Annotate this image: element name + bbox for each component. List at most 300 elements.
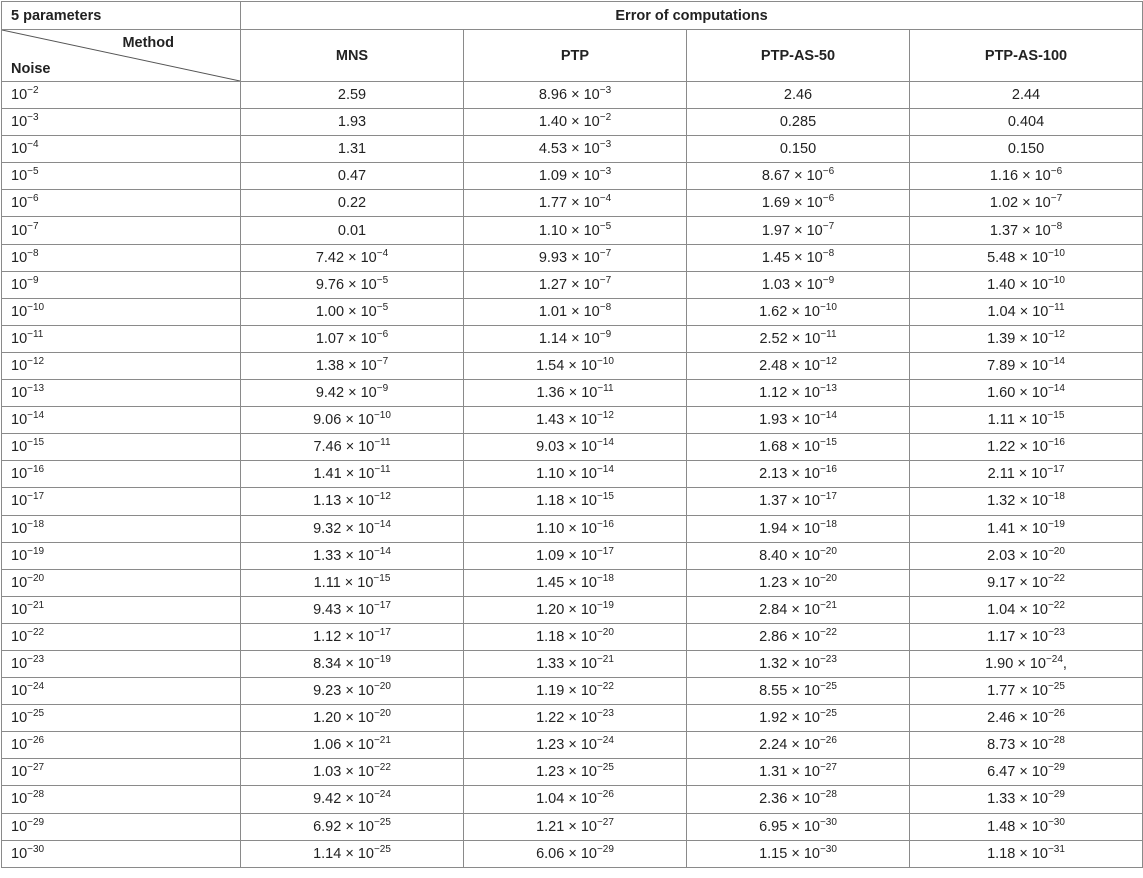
cell-mantissa: 9.06 (313, 412, 342, 429)
cell-ptp (464, 732, 687, 759)
cell-ptp-as-100 (910, 244, 1143, 271)
cell-times-ten: × 10 (790, 195, 823, 212)
cell-exponent: −18 (596, 572, 614, 584)
cell-exponent: −17 (819, 491, 837, 503)
table-row (2, 705, 1143, 732)
cell-suffix: , (1062, 656, 1067, 673)
cell-ptp-as-50 (687, 109, 910, 136)
cell-exponent: −18 (819, 518, 837, 530)
cell-mantissa: 4.53 (538, 141, 568, 158)
cell-mns (241, 813, 464, 840)
noise-exponent: −25 (27, 708, 45, 720)
cell-noise (2, 82, 241, 109)
cell-times-ten: × 10 (564, 520, 597, 537)
cell-mantissa: 1.09 (538, 168, 568, 185)
table-row (2, 271, 1143, 298)
table-row (2, 678, 1143, 705)
cell-mantissa: 1.12 (759, 385, 788, 402)
cell-exponent: −14 (596, 464, 614, 476)
cell-mantissa: 1.41 (313, 466, 342, 483)
cell-exponent: −14 (373, 545, 391, 557)
cell-mns (241, 109, 464, 136)
noise-exponent: −20 (27, 572, 45, 584)
cell-exponent: −19 (373, 654, 391, 666)
cell-ptp (464, 515, 687, 542)
cell-exponent: −16 (596, 518, 614, 530)
cell-ptp (464, 623, 687, 650)
cell-mantissa: 8.40 (759, 547, 788, 564)
cell-times-ten: × 10 (1015, 818, 1048, 835)
cell-ptp-as-100 (910, 705, 1143, 732)
cell-times-ten: × 10 (344, 276, 377, 293)
cell-times-ten: × 10 (344, 303, 377, 320)
cell-noise (2, 434, 241, 461)
cell-mns (241, 840, 464, 867)
cell-exponent: −6 (1050, 166, 1063, 178)
cell-times-ten: × 10 (1015, 710, 1048, 727)
noise-exponent: −29 (27, 816, 45, 828)
cell-ptp-as-50 (687, 325, 910, 352)
cell-mantissa: 1.14 (313, 845, 342, 862)
group-header: Error of computations (241, 2, 1143, 30)
cell-exponent: −30 (819, 816, 837, 828)
cell-mantissa: 1.39 (987, 330, 1016, 347)
cell-times-ten: × 10 (1015, 547, 1048, 564)
cell-mantissa: 7.46 (313, 439, 342, 456)
noise-base: 10 (11, 357, 28, 374)
cell-mantissa: 1.04 (536, 791, 565, 808)
cell-times-ten: × 10 (1015, 520, 1048, 537)
cell-exponent: −17 (373, 599, 391, 611)
cell-exponent: −14 (1047, 383, 1065, 395)
cell-ptp (464, 136, 687, 163)
cell-times-ten: × 10 (341, 764, 374, 781)
cell-exponent: −7 (599, 274, 612, 286)
cell-exponent: −8 (599, 301, 612, 313)
cell-mns (241, 434, 464, 461)
cell-exponent: −9 (822, 274, 835, 286)
cell-mantissa: 1.40 (538, 114, 568, 131)
cell-exponent: −11 (820, 328, 837, 340)
cell-mns (241, 569, 464, 596)
table-row (2, 109, 1143, 136)
cell-exponent: −24 (373, 789, 391, 801)
cell-mantissa: 1.37 (989, 222, 1019, 239)
cell-times-ten: × 10 (787, 385, 820, 402)
cell-exponent: −29 (1047, 762, 1065, 774)
cell-exponent: −2 (599, 112, 612, 124)
cell-noise (2, 678, 241, 705)
cell-mantissa: 1.10 (536, 466, 565, 483)
noise-exponent: −13 (27, 383, 45, 395)
cell-times-ten: × 10 (787, 439, 820, 456)
cell-mantissa: 1.45 (761, 249, 791, 266)
cell-times-ten: × 10 (564, 601, 597, 618)
cell-mns (241, 271, 464, 298)
cell-ptp-as-100 (910, 596, 1143, 623)
cell-exponent: −11 (597, 383, 614, 395)
table-row (2, 488, 1143, 515)
cell-mns (241, 461, 464, 488)
cell-mns (241, 244, 464, 271)
cell-times-ten: × 10 (564, 385, 598, 402)
noise-base: 10 (11, 276, 28, 293)
cell-ptp-as-100 (910, 623, 1143, 650)
cell-times-ten: × 10 (564, 764, 597, 781)
cell-noise (2, 407, 241, 434)
cell-mantissa: 1.68 (759, 439, 788, 456)
cell-mantissa: 6.95 (759, 818, 788, 835)
noise-exponent: −10 (27, 301, 45, 313)
cell-mantissa: 1.32 (987, 493, 1016, 510)
cell-times-ten: × 10 (787, 683, 820, 700)
cell-mantissa: 2.52 (759, 330, 788, 347)
cell-times-ten: × 10 (1018, 168, 1051, 185)
noise-exponent: −12 (27, 355, 45, 367)
cell-mantissa: 1.11 (313, 574, 341, 591)
cell-ptp (464, 840, 687, 867)
method-label: Method (122, 35, 174, 51)
cell-times-ten: × 10 (790, 276, 823, 293)
cell-noise (2, 705, 241, 732)
cell-mantissa: 1.18 (536, 628, 565, 645)
noise-base: 10 (11, 412, 28, 429)
cell-ptp-as-100 (910, 136, 1143, 163)
diagonal-header-cell (2, 30, 241, 82)
noise-base: 10 (11, 683, 28, 700)
cell-exponent: −3 (599, 85, 612, 97)
cell-mantissa: 1.77 (538, 195, 568, 212)
cell-ptp-as-100 (910, 325, 1143, 352)
cell-mantissa: 8.73 (987, 737, 1016, 754)
cell-times-ten: × 10 (1018, 222, 1051, 239)
cell-ptp-as-100 (910, 82, 1143, 109)
cell-exponent: −7 (822, 220, 835, 232)
cell-ptp-as-100 (910, 434, 1143, 461)
cell-noise (2, 813, 241, 840)
cell-exponent: −25 (373, 843, 391, 855)
cell-mantissa: 1.69 (761, 195, 791, 212)
cell-exponent: −30 (1047, 816, 1065, 828)
cell-mantissa: 1.13 (313, 493, 342, 510)
cell-noise (2, 732, 241, 759)
cell-ptp (464, 461, 687, 488)
results-table (1, 1, 1143, 868)
noise-base: 10 (11, 114, 28, 131)
cell-ptp-as-100 (910, 678, 1143, 705)
noise-exponent: −23 (27, 654, 45, 666)
cell-noise (2, 786, 241, 813)
cell-ptp-as-100 (910, 461, 1143, 488)
noise-exponent: −27 (27, 762, 45, 774)
cell-mantissa: 0.22 (337, 195, 367, 212)
cell-ptp-as-100 (910, 813, 1143, 840)
noise-base: 10 (11, 493, 28, 510)
cell-ptp (464, 488, 687, 515)
cell-exponent: −14 (596, 437, 614, 449)
cell-mns (241, 82, 464, 109)
cell-noise (2, 759, 241, 786)
table-row (2, 732, 1143, 759)
cell-ptp-as-100 (910, 298, 1143, 325)
cell-exponent: −29 (1047, 789, 1065, 801)
cell-times-ten: × 10 (567, 276, 600, 293)
cell-exponent: −25 (373, 816, 391, 828)
cell-mantissa: 1.93 (759, 412, 788, 429)
cell-ptp-as-50 (687, 650, 910, 677)
cell-ptp-as-50 (687, 82, 910, 109)
cell-mantissa: 1.60 (987, 385, 1016, 402)
cell-mns (241, 325, 464, 352)
cell-exponent: −26 (1047, 708, 1065, 720)
cell-exponent: −22 (596, 681, 614, 693)
cell-times-ten: × 10 (787, 656, 820, 673)
cell-mantissa: 1.90 (985, 656, 1014, 673)
cell-exponent: −23 (1047, 626, 1065, 638)
cell-exponent: −3 (599, 166, 612, 178)
cell-mantissa: 1.09 (536, 547, 565, 564)
cell-exponent: −25 (819, 708, 837, 720)
cell-mantissa: 1.94 (759, 520, 788, 537)
cell-exponent: −7 (1050, 193, 1063, 205)
cell-times-ten: × 10 (787, 818, 820, 835)
cell-exponent: −7 (599, 247, 612, 259)
cell-noise (2, 244, 241, 271)
cell-ptp (464, 380, 687, 407)
cell-mantissa: 1.37 (759, 493, 788, 510)
cell-times-ten: × 10 (787, 520, 820, 537)
cell-mantissa: 2.13 (759, 466, 788, 483)
cell-ptp (464, 244, 687, 271)
cell-exponent: −16 (819, 464, 837, 476)
cell-mns (241, 759, 464, 786)
cell-mns (241, 217, 464, 244)
cell-ptp-as-100 (910, 515, 1143, 542)
cell-ptp (464, 813, 687, 840)
cell-mantissa: 9.93 (538, 249, 568, 266)
cell-exponent: −21 (596, 654, 614, 666)
cell-exponent: −20 (373, 708, 391, 720)
cell-noise (2, 136, 241, 163)
cell-times-ten: × 10 (787, 710, 820, 727)
cell-noise (2, 109, 241, 136)
cell-ptp (464, 678, 687, 705)
cell-exponent: −10 (1047, 247, 1065, 259)
cell-mantissa: 2.48 (759, 357, 788, 374)
cell-mantissa: 2.44 (1011, 87, 1041, 104)
cell-mantissa: 1.10 (536, 520, 565, 537)
cell-exponent: −5 (376, 301, 389, 313)
cell-times-ten: × 10 (787, 601, 820, 618)
cell-times-ten: × 10 (340, 574, 374, 591)
cell-mantissa: 7.89 (987, 357, 1016, 374)
cell-exponent: −19 (596, 599, 614, 611)
cell-mantissa: 1.92 (759, 710, 788, 727)
noise-base: 10 (11, 87, 28, 104)
cell-ptp-as-100 (910, 732, 1143, 759)
cell-exponent: −10 (819, 301, 837, 313)
cell-mns (241, 488, 464, 515)
cell-exponent: −28 (1047, 735, 1065, 747)
cell-exponent: −11 (374, 437, 391, 449)
noise-base: 10 (11, 168, 28, 185)
cell-mantissa: 1.23 (536, 764, 565, 781)
cell-mantissa: 1.48 (987, 818, 1016, 835)
cell-ptp-as-50 (687, 136, 910, 163)
cell-exponent: −8 (1050, 220, 1063, 232)
cell-times-ten: × 10 (1015, 493, 1048, 510)
cell-mantissa: 0.47 (337, 168, 367, 185)
cell-mns (241, 623, 464, 650)
noise-base: 10 (11, 141, 28, 158)
cell-ptp (464, 786, 687, 813)
cell-mantissa: 8.55 (759, 683, 788, 700)
cell-times-ten: × 10 (567, 195, 600, 212)
cell-times-ten: × 10 (341, 683, 374, 700)
noise-base: 10 (11, 791, 28, 808)
cell-exponent: −14 (373, 518, 391, 530)
cell-ptp-as-50 (687, 678, 910, 705)
table-row (2, 82, 1143, 109)
cell-mantissa: 1.20 (313, 710, 342, 727)
cell-mantissa: 2.46 (783, 87, 813, 104)
cell-times-ten: × 10 (787, 628, 820, 645)
cell-mantissa: 5.48 (987, 249, 1016, 266)
noise-base: 10 (11, 845, 28, 862)
cell-mantissa: 1.11 (987, 412, 1015, 429)
cell-ptp-as-50 (687, 759, 910, 786)
cell-exponent: −11 (1048, 301, 1065, 313)
noise-exponent: −26 (27, 735, 45, 747)
cell-times-ten: × 10 (567, 114, 600, 131)
cell-mantissa: 2.86 (759, 628, 788, 645)
cell-mantissa: 1.06 (313, 737, 342, 754)
cell-exponent: −6 (822, 166, 835, 178)
cell-ptp-as-50 (687, 271, 910, 298)
cell-mantissa: 1.12 (313, 628, 342, 645)
cell-ptp (464, 190, 687, 217)
cell-exponent: −9 (376, 383, 389, 395)
cell-exponent: −25 (1047, 681, 1065, 693)
cell-exponent: −25 (596, 762, 614, 774)
cell-mantissa: 1.01 (538, 303, 568, 320)
cell-times-ten: × 10 (790, 168, 823, 185)
cell-mantissa: 1.04 (987, 601, 1016, 618)
cell-noise (2, 542, 241, 569)
table-row (2, 407, 1143, 434)
cell-ptp (464, 569, 687, 596)
cell-times-ten: × 10 (790, 222, 823, 239)
cell-ptp-as-50 (687, 786, 910, 813)
cell-mns (241, 650, 464, 677)
cell-mantissa: 1.18 (536, 493, 565, 510)
cell-exponent: −12 (1047, 328, 1065, 340)
cell-ptp-as-100 (910, 840, 1143, 867)
cell-times-ten: × 10 (341, 710, 374, 727)
noise-exponent: −18 (27, 518, 45, 530)
cell-times-ten: × 10 (787, 357, 820, 374)
cell-times-ten: × 10 (787, 493, 820, 510)
cell-exponent: −15 (819, 437, 837, 449)
cell-ptp-as-50 (687, 732, 910, 759)
cell-times-ten: × 10 (787, 412, 820, 429)
noise-label: Noise (11, 61, 51, 77)
cell-noise (2, 569, 241, 596)
cell-noise (2, 515, 241, 542)
cell-mantissa: 1.20 (536, 601, 565, 618)
noise-exponent: −6 (27, 193, 39, 205)
cell-noise (2, 217, 241, 244)
table-row (2, 434, 1143, 461)
cell-ptp-as-50 (687, 623, 910, 650)
cell-ptp (464, 650, 687, 677)
cell-times-ten: × 10 (344, 385, 377, 402)
cell-exponent: −22 (819, 626, 837, 638)
cell-mantissa: 1.32 (759, 656, 788, 673)
cell-exponent: −25 (819, 681, 837, 693)
cell-exponent: −10 (373, 410, 391, 422)
cell-noise (2, 380, 241, 407)
cell-exponent: −12 (373, 491, 391, 503)
cell-times-ten: × 10 (564, 547, 597, 564)
noise-exponent: −5 (27, 166, 39, 178)
cell-times-ten: × 10 (567, 168, 600, 185)
cell-exponent: −23 (596, 708, 614, 720)
cell-times-ten: × 10 (564, 818, 597, 835)
cell-mantissa: 1.33 (987, 791, 1016, 808)
cell-mantissa: 9.32 (313, 520, 342, 537)
cell-times-ten: × 10 (1015, 249, 1048, 266)
cell-ptp-as-100 (910, 190, 1143, 217)
cell-exponent: −17 (596, 545, 614, 557)
cell-mantissa: 9.03 (536, 439, 565, 456)
cell-exponent: −10 (596, 355, 614, 367)
noise-exponent: −16 (27, 464, 45, 476)
cell-mantissa: 1.02 (989, 195, 1019, 212)
cell-mantissa: 1.21 (536, 818, 565, 835)
cell-ptp-as-50 (687, 542, 910, 569)
cell-times-ten: × 10 (1013, 656, 1046, 673)
cell-ptp (464, 82, 687, 109)
noise-exponent: −11 (27, 328, 44, 340)
noise-base: 10 (11, 249, 28, 266)
noise-base: 10 (11, 818, 28, 835)
cell-times-ten: × 10 (1015, 601, 1048, 618)
noise-exponent: −30 (27, 843, 45, 855)
cell-mantissa: 9.42 (315, 385, 345, 402)
cell-mantissa: 2.46 (987, 710, 1016, 727)
cell-mantissa: 0.150 (1007, 141, 1045, 158)
cell-times-ten: × 10 (564, 656, 597, 673)
noise-base: 10 (11, 628, 28, 645)
table-row (2, 542, 1143, 569)
cell-times-ten: × 10 (1015, 439, 1048, 456)
noise-exponent: −7 (27, 220, 39, 232)
cell-times-ten: × 10 (341, 439, 375, 456)
cell-ptp-as-50 (687, 163, 910, 190)
cell-noise (2, 623, 241, 650)
cell-ptp (464, 271, 687, 298)
cell-ptp (464, 298, 687, 325)
cell-times-ten: × 10 (341, 466, 375, 483)
cell-ptp-as-50 (687, 380, 910, 407)
cell-times-ten: × 10 (787, 574, 820, 591)
cell-mantissa: 1.22 (987, 439, 1016, 456)
cell-times-ten: × 10 (1015, 791, 1048, 808)
cell-times-ten: × 10 (567, 87, 600, 104)
cell-exponent: −20 (819, 572, 837, 584)
cell-ptp-as-50 (687, 190, 910, 217)
